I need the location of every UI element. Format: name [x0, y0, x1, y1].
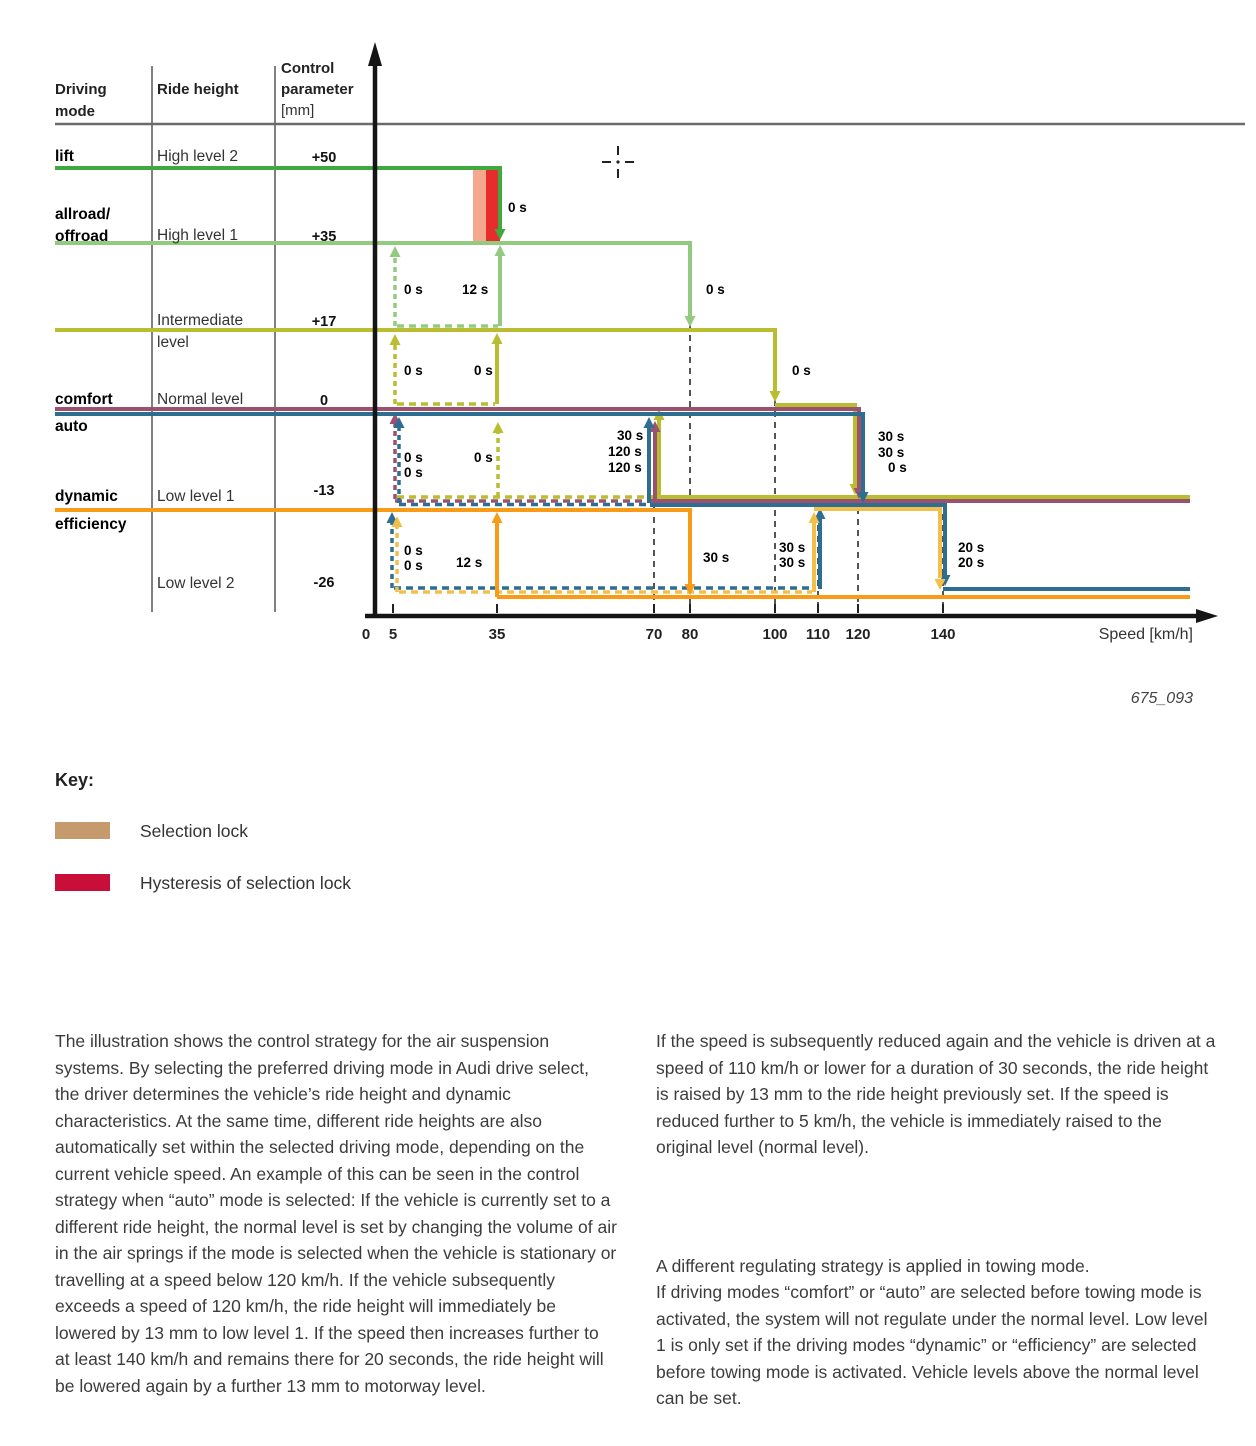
param-high1: +35: [311, 229, 337, 245]
time-label: 30 s: [779, 540, 806, 555]
time-label: 20 s: [958, 540, 985, 555]
tick-35: 35: [488, 626, 506, 643]
tick-100: 100: [762, 626, 788, 643]
transition-time-labels: [404, 200, 984, 573]
header-ride-height: Ride height: [157, 81, 239, 98]
tick-70: 70: [645, 626, 663, 643]
param-intermediate: +17: [311, 314, 337, 330]
body-right-column: [656, 1028, 1218, 1412]
header-driving-mode-line1: Driving: [55, 81, 107, 98]
header-control-line3: [mm]: [281, 102, 315, 119]
mode-comfort: comfort: [55, 391, 113, 408]
time-label: 30 s: [703, 550, 730, 565]
time-label: 0 s: [404, 465, 423, 480]
time-label: 120 s: [608, 444, 642, 459]
axis-tick-labels: [362, 626, 1193, 643]
param-high2: +50: [311, 150, 337, 166]
time-label: 0 s: [474, 450, 493, 465]
time-label: 30 s: [617, 428, 644, 443]
dynamic-level-lines: [392, 509, 946, 592]
x-axis-label: Speed [km/h]: [1098, 626, 1193, 643]
param-low2: -26: [313, 575, 335, 591]
param-normal: 0: [319, 393, 329, 409]
time-label: 0 s: [404, 282, 423, 297]
table-header: [55, 60, 354, 120]
header-driving-mode-line2: mode: [55, 103, 96, 120]
selection-lock-swatch: [55, 822, 110, 839]
axis-ticks: [393, 604, 943, 613]
mode-efficiency: efficiency: [55, 516, 127, 533]
time-label: 12 s: [462, 282, 489, 297]
mode-dynamic: dynamic: [55, 488, 118, 505]
right-paragraph-2-rest: If driving modes “comfort” or “auto” are selected before towing mode is activated, the system will not regulate under the normal level. Low level 1 is only set if the driving modes “dynamic” or “efficiency” are selected before towing mode is activated. Vehicle levels above the normal level can be set.: [656, 1282, 1208, 1408]
crosshair-cursor: [602, 146, 634, 178]
body-left-column: [55, 1028, 617, 1399]
time-label: 0 s: [792, 363, 811, 378]
header-control-line1: Control: [281, 60, 335, 77]
left-paragraph: The illustration shows the control strategy for the air suspension systems. By selecting the preferred driving mode in Audi drive select, the driver determines the vehicle’s ride height and dynamic characteristics. At the same time, different ride heights are also automatically set within the selected driving mode, depending on the current vehicle speed. An example of this can be seen in the control strategy when “auto” mode is selected: If the vehicle is currently set to a different ride height, the normal level is set by changing the volume of air in the air springs if the mode is selected when the vehicle is stationary or travelling at a speed below 120 km/h. If the vehicle subsequently exceeds a speed of 120 km/h, the ride height will immediately be lowered by 13 mm to low level 1. If the speed then increases further to at least 140 km/h and remains there for 20 seconds, the ride height will be lowered again by a further 13 mm to motorway level.: [55, 1031, 617, 1396]
ride-height-low2: Low level 2: [157, 575, 235, 592]
mode-auto: auto: [55, 418, 88, 435]
tick-80: 80: [681, 626, 699, 643]
tick-120: 120: [845, 626, 871, 643]
time-label: 0 s: [888, 460, 907, 475]
suspension-control-diagram: [0, 0, 1256, 720]
time-label: 0 s: [404, 558, 423, 573]
ride-height-intermediate-line2: level: [157, 334, 189, 351]
time-label: 0 s: [404, 543, 423, 558]
lift-level-lines: [55, 168, 506, 240]
time-label: 0 s: [706, 282, 725, 297]
mode-lift: lift: [55, 148, 74, 165]
param-low1: -13: [313, 483, 335, 499]
mode-allroad-line1: allroad/: [55, 206, 111, 223]
ride-height-labels: [157, 148, 243, 592]
tick-0: 0: [361, 626, 371, 643]
time-label: 0 s: [404, 450, 423, 465]
key-title: Key:: [55, 770, 95, 790]
hysteresis-swatch: [55, 874, 110, 891]
right-paragraph-1: If the speed is subsequently reduced again and the vehicle is driven at a speed of 110 km/h or lower for a duration of 30 seconds, the ride height is raised by 13 mm to the ride height previously set. If the speed is reduced further to 5 km/h, the vehicle is immediately raised to the original level (normal level).: [656, 1031, 1216, 1157]
time-label: 0 s: [404, 363, 423, 378]
tick-5: 5: [388, 626, 398, 643]
driving-mode-labels: [55, 148, 127, 533]
ride-height-normal: Normal level: [157, 391, 244, 408]
tick-110: 110: [805, 626, 831, 643]
right-paragraph-2-line1: A different regulating strategy is applied in towing mode.: [656, 1255, 1090, 1276]
hysteresis-label: Hysteresis of selection lock: [140, 873, 352, 893]
axes: [365, 42, 1218, 623]
ride-height-high1: High level 1: [157, 227, 238, 244]
time-label: 0 s: [474, 363, 493, 378]
mode-allroad-line2: offroad: [55, 228, 109, 245]
header-control-line2: parameter: [281, 81, 354, 98]
time-label: 20 s: [958, 555, 985, 570]
time-label: 30 s: [779, 555, 806, 570]
time-label: 0 s: [508, 200, 527, 215]
time-label: 30 s: [878, 445, 905, 460]
selection-lock-label: Selection lock: [140, 821, 248, 841]
time-label: 30 s: [878, 429, 905, 444]
time-label: 120 s: [608, 460, 642, 475]
ride-height-low1: Low level 1: [157, 488, 235, 505]
tick-140: 140: [930, 626, 956, 643]
figure-code: 675_093: [1130, 690, 1193, 707]
time-label: 12 s: [456, 555, 483, 570]
ride-height-high2: High level 2: [157, 148, 238, 165]
control-parameter-values: [312, 150, 337, 591]
ride-height-intermediate-line1: Intermediate: [157, 312, 244, 329]
right-paragraph-2: [656, 1253, 1218, 1412]
